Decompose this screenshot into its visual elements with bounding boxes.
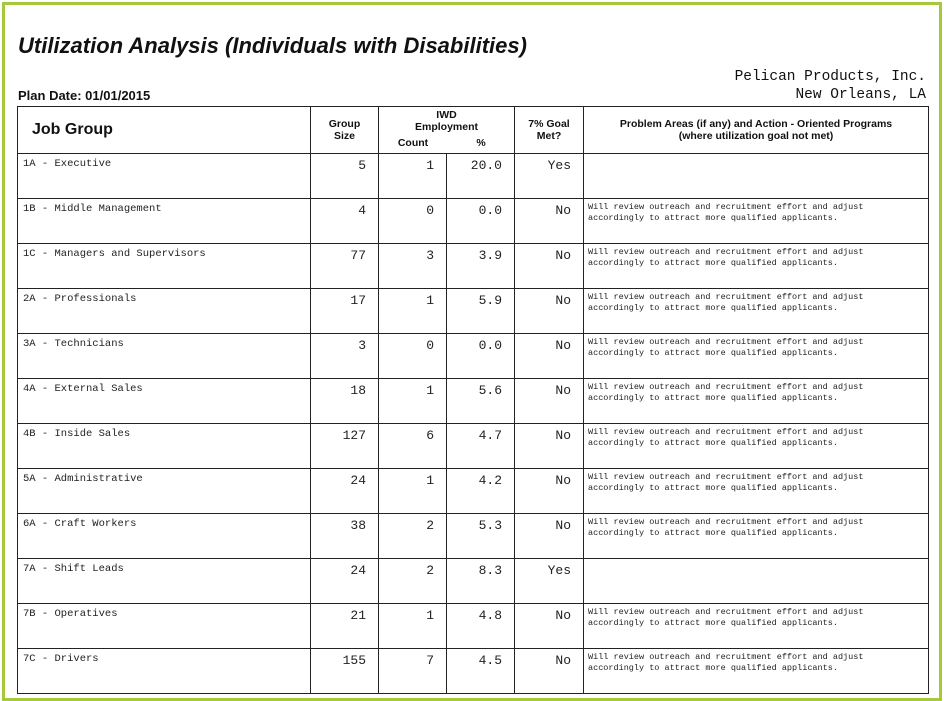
cell-percent: 5.3 bbox=[447, 514, 515, 559]
cell-job-group: 4A - External Sales bbox=[18, 379, 311, 424]
cell-percent: 4.8 bbox=[447, 604, 515, 649]
problem-text-line1: Will review outreach and recruitment effort and adjust bbox=[588, 607, 864, 617]
problem-text-line1: Will review outreach and recruitment effort and adjust bbox=[588, 652, 864, 662]
cell-percent: 20.0 bbox=[447, 154, 515, 199]
cell-job-group: 3A - Technicians bbox=[18, 334, 311, 379]
header-job-group: Job Group bbox=[18, 107, 311, 154]
cell-percent: 4.5 bbox=[447, 649, 515, 694]
cell-percent: 5.6 bbox=[447, 379, 515, 424]
cell-group-size: 21 bbox=[311, 604, 379, 649]
header-iwd-line2: Employment bbox=[414, 121, 478, 133]
cell-problem-areas bbox=[584, 334, 929, 379]
cell-count: 1 bbox=[379, 154, 447, 199]
cell-goal-met: No bbox=[515, 424, 584, 469]
header-group-size-line1: Group bbox=[328, 118, 361, 130]
problem-text-line1: Will review outreach and recruitment effort and adjust bbox=[588, 517, 864, 527]
cell-percent: 3.9 bbox=[447, 244, 515, 289]
cell-goal-met: No bbox=[515, 199, 584, 244]
table-row bbox=[18, 199, 929, 244]
cell-goal-met: No bbox=[515, 469, 584, 514]
cell-group-size: 4 bbox=[311, 199, 379, 244]
cell-job-group: 7A - Shift Leads bbox=[18, 559, 311, 604]
cell-count: 1 bbox=[379, 469, 447, 514]
cell-goal-met: No bbox=[515, 649, 584, 694]
header-group-size bbox=[311, 107, 379, 154]
cell-problem-areas bbox=[584, 379, 929, 424]
cell-group-size: 3 bbox=[311, 334, 379, 379]
problem-text-line2: accordingly to attract more qualified applicants. bbox=[588, 528, 838, 538]
problem-text-line1: Will review outreach and recruitment effort and adjust bbox=[588, 427, 864, 437]
cell-count: 0 bbox=[379, 199, 447, 244]
cell-count: 6 bbox=[379, 424, 447, 469]
cell-job-group: 1C - Managers and Supervisors bbox=[18, 244, 311, 289]
cell-problem-areas bbox=[584, 244, 929, 289]
header-problem-line1: Problem Areas (if any) and Action - Oriented Programs bbox=[619, 118, 893, 130]
cell-problem-areas bbox=[584, 604, 929, 649]
table-row bbox=[18, 469, 929, 514]
cell-problem-areas bbox=[584, 514, 929, 559]
table-row bbox=[18, 379, 929, 424]
problem-text-line2: accordingly to attract more qualified applicants. bbox=[588, 303, 838, 313]
table-row bbox=[18, 514, 929, 559]
problem-text-line2: accordingly to attract more qualified applicants. bbox=[588, 213, 838, 223]
header-goal-met bbox=[515, 107, 584, 154]
table-row bbox=[18, 424, 929, 469]
company-location: New Orleans, LA bbox=[795, 87, 926, 103]
cell-group-size: 24 bbox=[311, 469, 379, 514]
cell-problem-areas bbox=[584, 469, 929, 514]
cell-problem-areas bbox=[584, 649, 929, 694]
problem-text-line1: Will review outreach and recruitment effort and adjust bbox=[588, 292, 864, 302]
cell-percent: 5.9 bbox=[447, 289, 515, 334]
header-group-size-line2: Size bbox=[333, 130, 355, 142]
cell-count: 2 bbox=[379, 559, 447, 604]
cell-count: 0 bbox=[379, 334, 447, 379]
cell-problem-areas bbox=[584, 199, 929, 244]
header-problem-line2: (where utilization goal not met) bbox=[678, 130, 834, 142]
cell-problem-areas bbox=[584, 424, 929, 469]
table-row bbox=[18, 604, 929, 649]
utilization-table bbox=[17, 106, 929, 694]
cell-group-size: 24 bbox=[311, 559, 379, 604]
problem-text-line2: accordingly to attract more qualified applicants. bbox=[588, 438, 838, 448]
cell-goal-met: No bbox=[515, 244, 584, 289]
problem-text-line1: Will review outreach and recruitment effort and adjust bbox=[588, 337, 864, 347]
cell-group-size: 127 bbox=[311, 424, 379, 469]
cell-goal-met: No bbox=[515, 514, 584, 559]
report-title: Utilization Analysis (Individuals with Disabilities) bbox=[18, 33, 527, 58]
table-row bbox=[18, 559, 929, 604]
header-iwd-employment bbox=[379, 107, 515, 154]
cell-group-size: 17 bbox=[311, 289, 379, 334]
cell-percent: 0.0 bbox=[447, 334, 515, 379]
problem-text-line1: Will review outreach and recruitment effort and adjust bbox=[588, 472, 864, 482]
cell-job-group: 4B - Inside Sales bbox=[18, 424, 311, 469]
table-row bbox=[18, 649, 929, 694]
cell-job-group: 7B - Operatives bbox=[18, 604, 311, 649]
cell-count: 1 bbox=[379, 379, 447, 424]
cell-goal-met: No bbox=[515, 334, 584, 379]
cell-count: 3 bbox=[379, 244, 447, 289]
table-row bbox=[18, 289, 929, 334]
cell-percent: 8.3 bbox=[447, 559, 515, 604]
company-name: Pelican Products, Inc. bbox=[734, 69, 926, 85]
cell-problem-areas bbox=[584, 289, 929, 334]
cell-percent: 4.2 bbox=[447, 469, 515, 514]
cell-job-group: 1A - Executive bbox=[18, 154, 311, 199]
cell-goal-met: Yes bbox=[515, 559, 584, 604]
problem-text-line2: accordingly to attract more qualified applicants. bbox=[588, 618, 838, 628]
problem-text-line1: Will review outreach and recruitment effort and adjust bbox=[588, 202, 864, 212]
table-row bbox=[18, 334, 929, 379]
cell-goal-met: No bbox=[515, 289, 584, 334]
cell-problem-areas bbox=[584, 154, 929, 199]
cell-goal-met: No bbox=[515, 604, 584, 649]
cell-count: 1 bbox=[379, 289, 447, 334]
header-problem-areas bbox=[584, 107, 929, 154]
cell-problem-areas bbox=[584, 559, 929, 604]
cell-count: 2 bbox=[379, 514, 447, 559]
company-block bbox=[735, 68, 926, 104]
problem-text-line1: Will review outreach and recruitment effort and adjust bbox=[588, 247, 864, 257]
header-goal-line2: Met? bbox=[536, 130, 562, 142]
cell-job-group: 1B - Middle Management bbox=[18, 199, 311, 244]
problem-text-line2: accordingly to attract more qualified applicants. bbox=[588, 663, 838, 673]
header-count: Count bbox=[397, 137, 429, 149]
header-percent: % bbox=[476, 137, 486, 149]
cell-count: 7 bbox=[379, 649, 447, 694]
cell-job-group: 7C - Drivers bbox=[18, 649, 311, 694]
cell-job-group: 2A - Professionals bbox=[18, 289, 311, 334]
cell-job-group: 6A - Craft Workers bbox=[18, 514, 311, 559]
header-goal-line1: 7% Goal bbox=[528, 118, 570, 130]
cell-group-size: 155 bbox=[311, 649, 379, 694]
table-header-row bbox=[18, 107, 929, 154]
cell-group-size: 5 bbox=[311, 154, 379, 199]
cell-goal-met: Yes bbox=[515, 154, 584, 199]
problem-text-line2: accordingly to attract more qualified applicants. bbox=[588, 483, 838, 493]
cell-percent: 0.0 bbox=[447, 199, 515, 244]
cell-goal-met: No bbox=[515, 379, 584, 424]
problem-text-line2: accordingly to attract more qualified applicants. bbox=[588, 258, 838, 268]
problem-text-line2: accordingly to attract more qualified applicants. bbox=[588, 393, 838, 403]
plan-date: Plan Date: 01/01/2015 bbox=[18, 88, 151, 103]
problem-text-line2: accordingly to attract more qualified applicants. bbox=[588, 348, 838, 358]
cell-group-size: 38 bbox=[311, 514, 379, 559]
table-row bbox=[18, 244, 929, 289]
problem-text-line1: Will review outreach and recruitment effort and adjust bbox=[588, 382, 864, 392]
cell-count: 1 bbox=[379, 604, 447, 649]
cell-group-size: 77 bbox=[311, 244, 379, 289]
cell-job-group: 5A - Administrative bbox=[18, 469, 311, 514]
header-iwd-line1: IWD bbox=[436, 109, 457, 121]
cell-percent: 4.7 bbox=[447, 424, 515, 469]
cell-group-size: 18 bbox=[311, 379, 379, 424]
table-row bbox=[18, 154, 929, 199]
